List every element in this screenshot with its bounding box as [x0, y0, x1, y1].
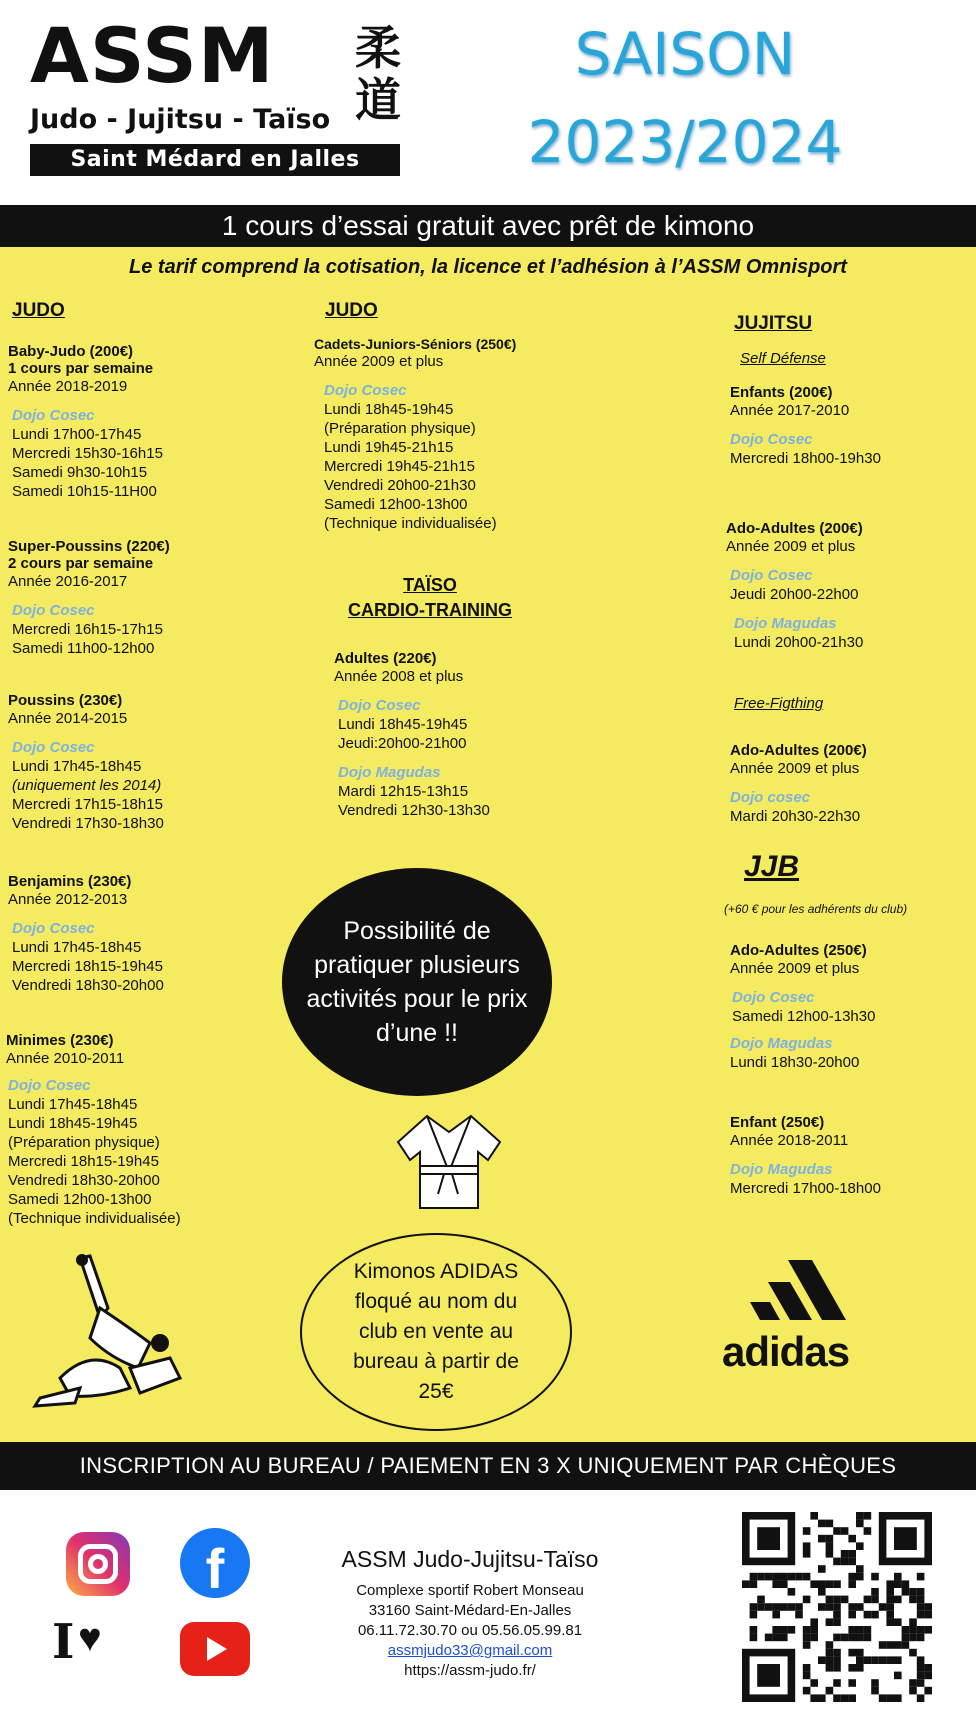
- slot: Mercredi 17h00-18h00: [730, 1180, 881, 1197]
- slot: Mercredi 15h30-16h15: [12, 445, 163, 462]
- season-line2: 2023/2024: [527, 108, 843, 176]
- slot: Lundi 19h45-21h15: [324, 439, 454, 456]
- logo-subtitle: Judo - Jujitsu - Taïso: [30, 104, 331, 135]
- slot: Vendredi 20h00-21h30: [324, 477, 476, 494]
- slot: Mercredi 18h15-19h45: [8, 1153, 159, 1170]
- group-cadets: [314, 336, 516, 533]
- group-name: Benjamins (230€): [8, 873, 132, 890]
- free-trial-banner: 1 cours d’essai gratuit avec prêt de kimono: [0, 205, 976, 247]
- group-minimes: [6, 1032, 181, 1228]
- group-years: Année 2014-2015: [8, 710, 128, 727]
- col1-title: JUDO: [12, 300, 65, 321]
- group-name: Enfants (200€): [730, 384, 833, 401]
- group-name: Ado-Adultes (200€): [730, 742, 867, 759]
- group-years: Année 2018-2019: [8, 378, 128, 395]
- group-years: Année 2009 et plus: [314, 353, 444, 370]
- slot: Jeudi:20h00-21h00: [338, 735, 467, 752]
- slot: Vendredi 18h30-20h00: [8, 1172, 160, 1189]
- phone-numbers: 06.11.72.30.70 ou 05.56.05.99.81: [357, 1622, 583, 1639]
- group-jjb-enfant: [730, 1114, 881, 1198]
- slot: Lundi 18h45-19h45: [8, 1115, 138, 1132]
- group-benjamins: [8, 873, 164, 995]
- group-name: Cadets-Juniors-Séniors (250€): [314, 336, 517, 352]
- adidas-wordmark: adidas: [722, 1328, 850, 1375]
- dojo-label: Dojo Cosec: [730, 431, 813, 448]
- slot: Samedi 12h00-13h00: [8, 1191, 152, 1208]
- group-jjb-ado: [730, 942, 875, 1072]
- slot: (Technique individualisée): [8, 1210, 181, 1227]
- dojo-label: Dojo Cosec: [8, 1077, 91, 1094]
- group-years: Année 2008 et plus: [334, 668, 464, 685]
- address-line1: Complexe sportif Robert Monseau: [356, 1582, 584, 1599]
- dojo-label: Dojo Cosec: [12, 739, 95, 756]
- slot: Lundi 17h45-18h45: [8, 1096, 138, 1113]
- self-defense-label: Self Défense: [740, 350, 826, 367]
- group-years: Année 2009 et plus: [726, 538, 856, 555]
- group-years: Année 2018-2011: [730, 1132, 849, 1149]
- group-name: Ado-Adultes (200€): [726, 520, 863, 537]
- org-name: ASSM Judo-Jujitsu-Taïso: [341, 1546, 599, 1572]
- slot: Lundi 18h30-20h00: [730, 1054, 860, 1071]
- group-name: Enfant (250€): [730, 1114, 825, 1131]
- dojo-label: Dojo Cosec: [732, 989, 815, 1006]
- season-line1: SAISON: [574, 20, 796, 88]
- slot: Vendredi 12h30-13h30: [338, 802, 490, 819]
- registration-banner: INSCRIPTION AU BUREAU / PAIEMENT EN 3 X UNIQUEMENT PAR CHÈQUES: [0, 1442, 976, 1490]
- instagram-icon[interactable]: [66, 1532, 130, 1596]
- group-poussins: [8, 692, 164, 833]
- group-name: Super-Poussins (220€): [8, 538, 170, 555]
- dojo-label: Dojo Magudas: [338, 764, 441, 781]
- kimono-sale-callout: Kimonos ADIDAS floqué au nom du club en vente au bureau à partir de 25€: [300, 1233, 572, 1431]
- website-url[interactable]: https://assm-judo.fr/: [404, 1662, 536, 1679]
- logo-kanji: 柔道: [355, 21, 401, 127]
- group-years: Année 2010-2011: [6, 1050, 125, 1067]
- dojo-label: Dojo Magudas: [730, 1161, 833, 1178]
- slot: Samedi 9h30-10h15: [12, 464, 148, 481]
- adidas-stripes-icon: [740, 1255, 880, 1325]
- slot: Mercredi 19h45-21h15: [324, 458, 475, 475]
- address-line2: 33160 Saint-Médard-En-Jalles: [368, 1602, 572, 1619]
- slot: Lundi 17h45-18h45: [12, 758, 142, 775]
- group-jujitsu-ado: [726, 520, 863, 652]
- slot: Lundi 18h45-19h45: [338, 716, 468, 733]
- slot: Lundi 20h00-21h30: [734, 634, 864, 651]
- group-extra: 1 cours par semaine: [8, 360, 154, 377]
- cardio-title: CARDIO-TRAINING: [348, 600, 512, 620]
- slot: Lundi 17h45-18h45: [12, 939, 142, 956]
- group-name: Poussins (230€): [8, 692, 123, 709]
- qr-code-icon[interactable]: [742, 1512, 932, 1702]
- youtube-icon[interactable]: [180, 1622, 250, 1676]
- slot: (Préparation physique): [8, 1134, 160, 1151]
- slot: Samedi 12h00-13h30: [732, 1008, 876, 1025]
- group-name: Minimes (230€): [6, 1032, 114, 1049]
- tarif-note: Le tarif comprend la cotisation, la licence et l’adhésion à l’ASSM Omnisport: [129, 256, 847, 278]
- slot: Mercredi 16h15-17h15: [12, 621, 163, 638]
- slot: Samedi 12h00-13h00: [324, 496, 468, 513]
- dojo-label: Dojo Cosec: [730, 567, 813, 584]
- group-years: Année 2009 et plus: [730, 960, 860, 977]
- free-fighting-label: Free-Figthing: [734, 695, 824, 712]
- group-super-poussins: [8, 538, 170, 658]
- slot: Mardi 20h30-22h30: [730, 808, 861, 825]
- slot: (uniquement les 2014): [12, 777, 162, 794]
- dojo-label: Dojo cosec: [730, 789, 811, 806]
- dojo-label: Dojo Magudas: [734, 615, 837, 632]
- dojo-label: Dojo Cosec: [324, 382, 407, 399]
- slot: (Préparation physique): [324, 420, 476, 437]
- slot: Lundi 17h00-17h45: [12, 426, 142, 443]
- dojo-label: Dojo Magudas: [730, 1035, 833, 1052]
- dojo-label: Dojo Cosec: [338, 697, 421, 714]
- slot: Vendredi 17h30-18h30: [12, 815, 164, 832]
- group-name: Baby-Judo (200€): [8, 343, 134, 360]
- group-baby-judo: [8, 343, 163, 501]
- email-link[interactable]: assmjudo33@gmail.com: [387, 1642, 553, 1659]
- group-name: Ado-Adultes (250€): [730, 942, 867, 959]
- slot: Mercredi 18h15-19h45: [12, 958, 163, 975]
- slot: Mercredi 17h15-18h15: [12, 796, 163, 813]
- group-years: Année 2009 et plus: [730, 760, 860, 777]
- logo-title: ASSM: [30, 11, 275, 100]
- slot: Mardi 12h15-13h15: [338, 783, 469, 800]
- slot: Lundi 18h45-19h45: [324, 401, 454, 418]
- col3-title: JUJITSU: [734, 313, 813, 334]
- group-adultes: [334, 650, 490, 820]
- dojo-label: Dojo Cosec: [12, 602, 95, 619]
- slot: Jeudi 20h00-22h00: [730, 586, 859, 603]
- judo-throw-illustration: [20, 1248, 190, 1408]
- group-years: Année 2012-2013: [8, 891, 128, 908]
- slot: Vendredi 18h30-20h00: [12, 977, 164, 994]
- kimono-icon: [392, 1112, 506, 1212]
- group-years: Année 2017-2010: [730, 402, 850, 419]
- dojo-label: Dojo Cosec: [12, 920, 95, 937]
- slot: Mercredi 18h00-19h30: [730, 450, 881, 467]
- col2-title: JUDO: [325, 300, 378, 321]
- dojo-label: Dojo Cosec: [12, 407, 95, 424]
- facebook-icon[interactable]: f: [180, 1528, 250, 1598]
- group-extra: 2 cours par semaine: [8, 555, 154, 572]
- group-years: Année 2016-2017: [8, 573, 128, 590]
- jjb-note: (+60 € pour les adhérents du club): [724, 902, 908, 916]
- jjb-title: JJB: [744, 850, 800, 883]
- group-jujitsu-enfants: [730, 384, 881, 468]
- slot: Samedi 11h00-12h00: [12, 640, 155, 657]
- slot: Samedi 10h15-11H00: [12, 483, 157, 500]
- i-love-judo-icon: I ♥: [52, 1614, 102, 1670]
- group-free-ado: [730, 742, 867, 826]
- logo-location: Saint Médard en Jalles: [30, 144, 400, 176]
- multi-activity-callout: Possibilité de pratiquer plusieurs activités pour le prix d’une !!: [282, 868, 552, 1096]
- slot: (Technique individualisée): [324, 515, 497, 532]
- taiso-title: TAÏSO: [403, 575, 457, 595]
- group-name: Adultes (220€): [334, 650, 437, 667]
